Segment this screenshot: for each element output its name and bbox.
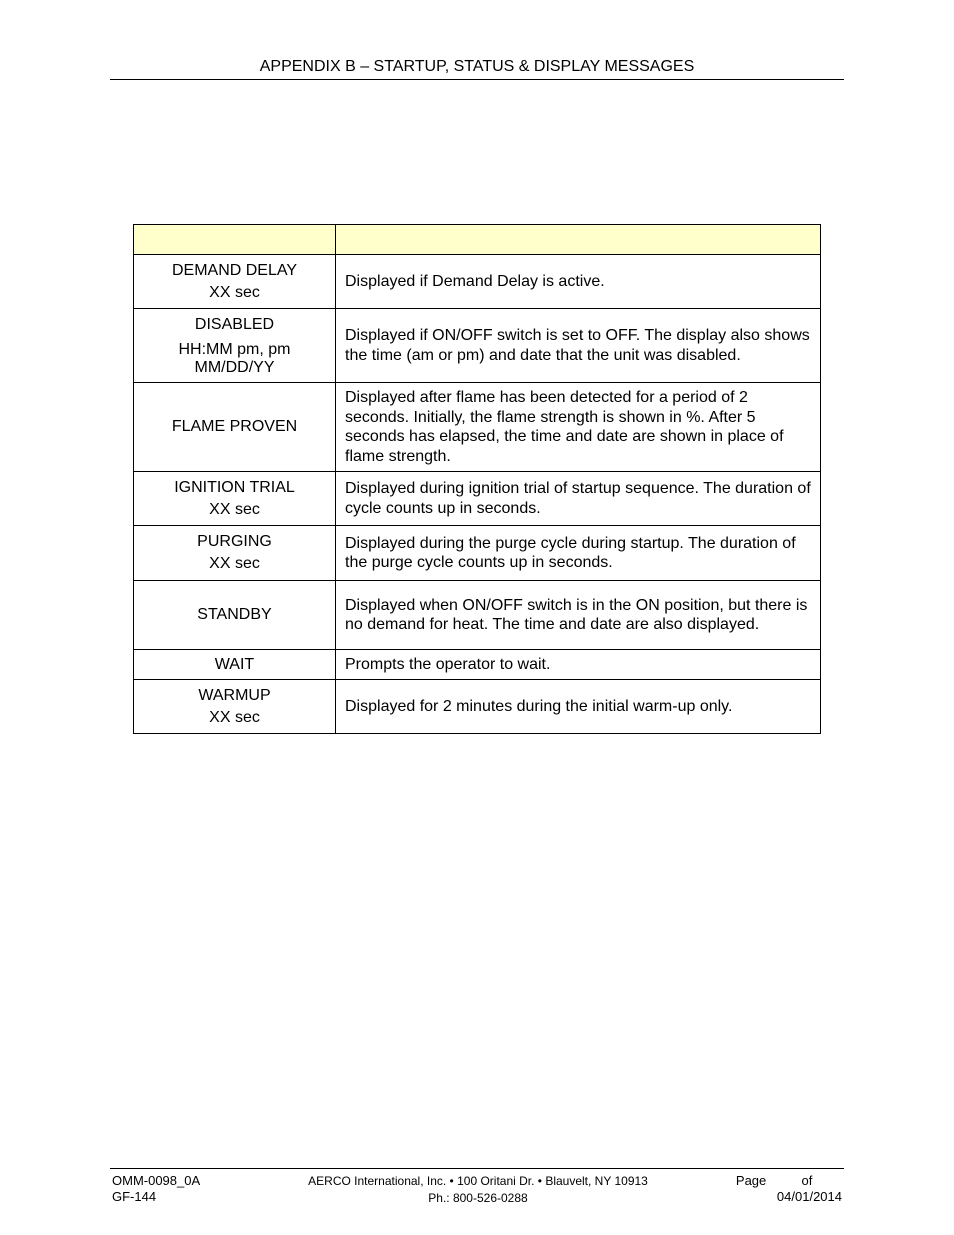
message-text: WAIT (214, 655, 255, 673)
table-row (134, 472, 821, 526)
message-subtext: XX sec (209, 500, 260, 518)
doc-number: OMM-0098_0A (112, 1173, 201, 1188)
message-text: DISABLED (194, 316, 275, 333)
description-cell: Displayed during the purge cycle during startup. The duration of the purge cycle counts up in seconds. (336, 526, 821, 581)
message-text: PURGING (197, 533, 272, 550)
message-subtext: XX sec (209, 555, 260, 572)
message-text: IGNITION TRIAL (174, 478, 295, 496)
footer-left (112, 1173, 200, 1205)
message-cell (134, 472, 336, 526)
table-row (134, 650, 821, 680)
company-address: AERCO International, Inc. • 100 Oritani Dr. • Blauvelt, NY 10913 (308, 1174, 648, 1188)
message-cell (134, 581, 336, 650)
header-cell-message (134, 225, 336, 255)
message-subtext: XX sec (209, 708, 260, 726)
footer-right (736, 1173, 842, 1205)
company-phone: Ph.: 800-526-0288 (428, 1191, 528, 1205)
description-cell: Displayed during ignition trial of startup sequence. The duration of cycle counts up in seconds. (336, 472, 821, 526)
description-cell: Displayed after flame has been detected for a period of 2 seconds. Initially, the flame strength is shown in %. After 5 seconds has elapsed, the time and date are shown in place of flame strength. (336, 383, 821, 472)
message-cell (134, 650, 336, 680)
table-row (134, 581, 821, 650)
footer-center (256, 1173, 700, 1207)
message-subtext: XX sec (209, 283, 260, 301)
footer-divider (110, 1168, 844, 1169)
page-header-title: APPENDIX B – STARTUP, STATUS & DISPLAY MESSAGES (259, 58, 695, 75)
revision-date: 04/01/2014 (776, 1189, 842, 1204)
table-row (134, 255, 821, 309)
message-cell (134, 680, 336, 734)
message-subtext: MM/DD/YY (194, 359, 275, 376)
page-label: Page (735, 1173, 767, 1188)
header-cell-description (336, 225, 821, 255)
table-row (134, 383, 821, 472)
description-cell: Prompts the operator to wait. (336, 650, 821, 680)
table-row (134, 680, 821, 734)
message-text: WARMUP (198, 686, 271, 704)
table-row (134, 526, 821, 581)
of-label: of (801, 1173, 813, 1188)
message-subtext: HH:MM pm, pm (178, 341, 291, 358)
message-text: STANDBY (197, 606, 272, 623)
page-number-line (736, 1173, 842, 1189)
message-cell (134, 309, 336, 383)
message-cell (134, 383, 336, 472)
message-text: FLAME PROVEN (171, 418, 298, 435)
description-cell: Displayed when ON/OFF switch is in the ON position, but there is no demand for heat. The time and date are also displayed. (336, 581, 821, 650)
description-cell: Displayed for 2 minutes during the initial warm-up only. (336, 680, 821, 734)
table-row (134, 309, 821, 383)
message-text: DEMAND DELAY (171, 261, 298, 279)
display-messages-table (133, 224, 821, 734)
description-cell: Displayed if Demand Delay is active. (336, 255, 821, 309)
message-cell (134, 255, 336, 309)
form-number: GF-144 (112, 1189, 157, 1204)
page-header (110, 57, 844, 80)
table-header-row (134, 225, 821, 255)
description-cell: Displayed if ON/OFF switch is set to OFF. The display also shows the time (am or pm) and date that the unit was disabled. (336, 309, 821, 383)
message-cell (134, 526, 336, 581)
